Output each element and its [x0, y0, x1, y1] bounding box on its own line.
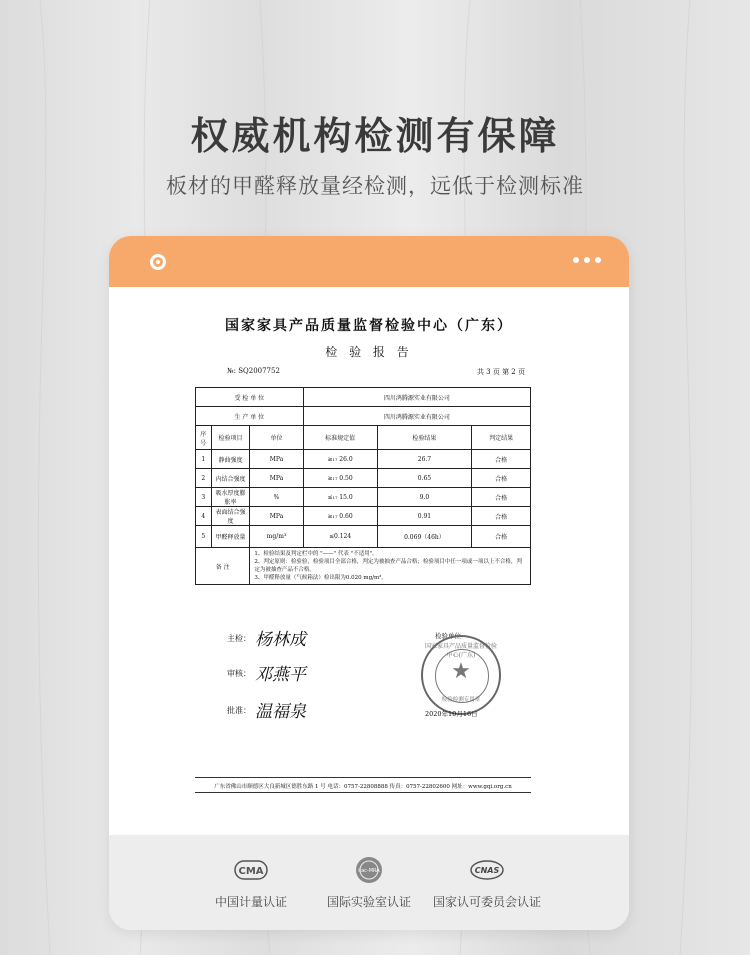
ilac-logo-icon [354, 855, 384, 885]
cell-item: 吸水厚度膨胀率 [211, 488, 250, 507]
cell-verdict: 合格 [472, 450, 531, 469]
column-header: 单位 [250, 426, 303, 450]
report-title: 国家家具产品质量监督检验中心（广东） [225, 318, 513, 334]
cell-verdict: 合格 [472, 526, 531, 548]
report-table [195, 387, 531, 585]
target-icon [150, 254, 166, 270]
cell-standard: ≥₁₇ 0.60 [303, 507, 377, 526]
cell-standard: ≤0.124 [303, 526, 377, 548]
cma-logo-icon [234, 860, 268, 880]
cert-label: 国际实验室认证 [326, 895, 411, 909]
cell-item: 内结合强度 [211, 469, 250, 488]
signature-role: 批准： [227, 706, 251, 715]
table-row [196, 488, 531, 507]
page-subtitle: 板材的甲醛释放量经检测，远低于检测标准 [166, 174, 584, 198]
seal-ring-text: 国家家具产品质量监督检验中心(广东) [424, 643, 497, 659]
maker-label: 生 产 单 位 [196, 407, 304, 426]
cell-result: 0.91 [377, 507, 472, 526]
signature-role: 主检： [227, 634, 251, 643]
table-header-row [196, 426, 531, 450]
cell-result: 0.069（46h） [377, 526, 472, 548]
client-label: 受 检 单 位 [196, 388, 304, 407]
table-row [196, 469, 531, 488]
seal-date: 2020年10月16日 [425, 710, 478, 718]
remark-line: 1、检验结果及判定栏中的 "——" 代表 "不适用"。 [254, 551, 378, 557]
signature: 杨林成 [255, 630, 306, 650]
seal-label: 检验单位 [435, 632, 461, 640]
table-row [196, 526, 531, 548]
more-icon[interactable] [573, 257, 601, 263]
cell-index: 5 [196, 526, 212, 548]
table-row [196, 388, 531, 407]
card-header [109, 236, 629, 287]
cell-unit: MPa [250, 507, 303, 526]
certification-bar [109, 835, 629, 930]
table-row [196, 407, 531, 426]
cell-item: 静曲强度 [211, 450, 250, 469]
cert-cnas [417, 855, 557, 910]
report-page: 共 3 页 第 2 页 [476, 368, 525, 376]
signature-role: 审核： [227, 669, 251, 678]
cnas-logo-text: CNAS [474, 866, 500, 875]
report-card [109, 236, 629, 930]
official-seal [421, 635, 501, 715]
cell-verdict: 合格 [472, 469, 531, 488]
cell-verdict: 合格 [472, 488, 531, 507]
remark-line: 3、甲醛释放量（气候箱法）检出限为0.020 mg/m³。 [254, 575, 387, 581]
ilac-logo-text: ilac-MRA [358, 868, 380, 874]
column-header: 检验结果 [377, 426, 472, 450]
footer-rule [195, 792, 531, 793]
column-header: 标准规定值 [303, 426, 377, 450]
report-number: №: SQ2007752 [227, 367, 280, 375]
cell-unit: % [250, 488, 303, 507]
table-row [196, 548, 531, 585]
cell-item: 甲醛释放量 [211, 526, 250, 548]
signature: 邓燕平 [255, 665, 306, 685]
cert-label: 中国计量认证 [214, 895, 287, 909]
page-title: 权威机构检测有保障 [190, 114, 560, 158]
table-row [196, 450, 531, 469]
column-header: 判定结果 [472, 426, 531, 450]
signature: 温福泉 [255, 702, 306, 722]
cell-unit: MPa [250, 469, 303, 488]
client-value: 四川鸿腾源实业有限公司 [303, 388, 530, 407]
cell-index: 4 [196, 507, 212, 526]
cert-label: 国家认可委员会认证 [432, 895, 541, 909]
cnas-logo-icon [469, 858, 505, 882]
cell-item: 表面结合强度 [211, 507, 250, 526]
cell-index: 3 [196, 488, 212, 507]
column-header: 检验项目 [211, 426, 250, 450]
cell-standard: ≥₁₇ 26.0 [303, 450, 377, 469]
cell-index: 2 [196, 469, 212, 488]
test-report-document [109, 287, 629, 835]
cma-logo-text: CMA [238, 866, 264, 877]
maker-value: 四川鸿腾源实业有限公司 [303, 407, 530, 426]
cell-index: 1 [196, 450, 212, 469]
footer-rule [195, 777, 531, 778]
cell-verdict: 合格 [472, 507, 531, 526]
report-footer: 广东省佛山市顺德区大良新城区德胜东路 1 号 电话：0757-22808888 传真：0757-22802600 网址：www.gqi.org.cn [214, 784, 512, 790]
remarks [250, 548, 531, 585]
cell-result: 9.0 [377, 488, 472, 507]
cell-result: 26.7 [377, 450, 472, 469]
cell-unit: mg/m³ [250, 526, 303, 548]
star-icon: ★ [451, 659, 471, 684]
table-row [196, 507, 531, 526]
cell-unit: MPa [250, 450, 303, 469]
column-header: 序号 [196, 426, 212, 450]
cell-standard: ≥₁₇ 0.50 [303, 469, 377, 488]
cell-standard: ≤₁₇ 15.0 [303, 488, 377, 507]
cell-result: 0.65 [377, 469, 472, 488]
report-subtitle: 检 验 报 告 [325, 345, 413, 359]
remark-line: 2、判定原则：检验验，检验项目全部合格，判定为被抽查产品合格；检验项目中任一项或一项以上不合格，判定为被抽查产品不合格。 [254, 559, 522, 573]
remarks-label: 备 注 [196, 548, 250, 585]
seal-foot-text: 检验检测专用章 [441, 697, 481, 703]
